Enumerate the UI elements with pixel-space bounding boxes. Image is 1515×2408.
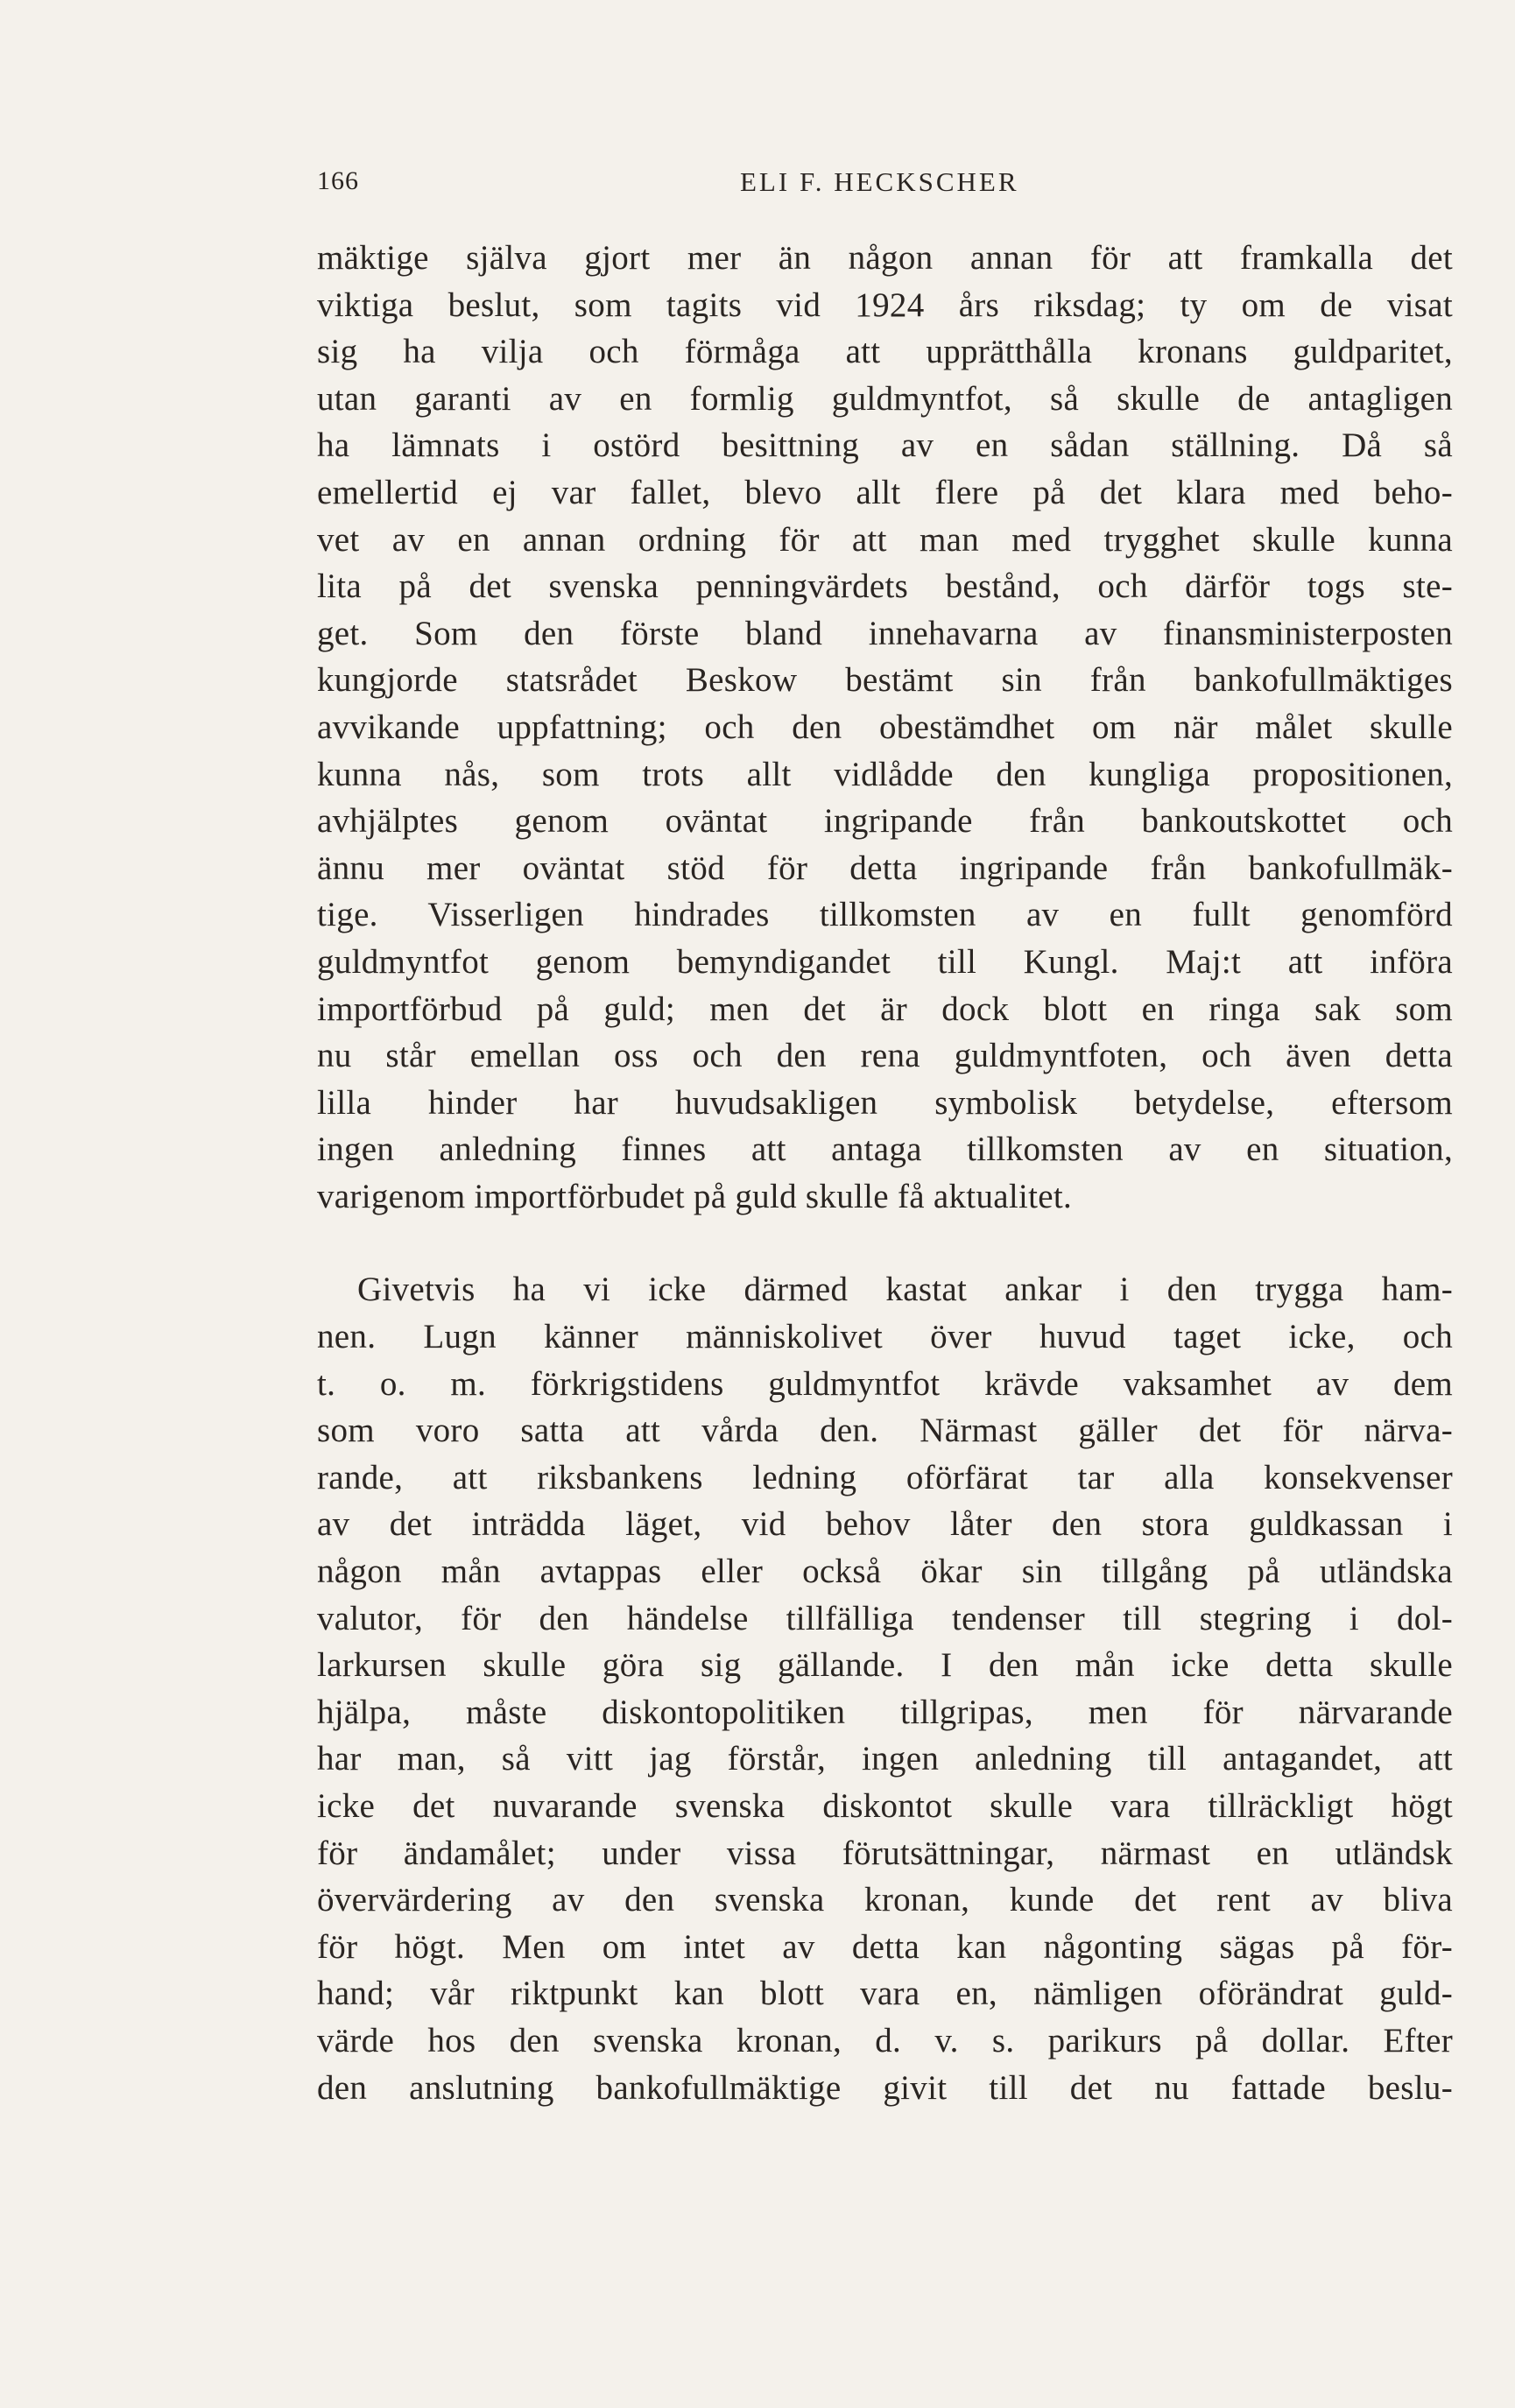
text-line: ingen anledning finnes att antaga tillkomsten av en situation, [317,1130,1453,1169]
text-line: kungjorde statsrådet Beskow bestämt sin från bankofullmäktiges [317,661,1453,700]
text-line: den anslutning bankofullmäktige givit till det nu fattade beslu- [317,2068,1453,2107]
text-line: lita på det svenska penningvärdets bestånd, och därför togs ste- [317,567,1453,606]
text-line: sig ha vilja och förmåga att upprätthålla kronans guldparitet, [317,333,1453,371]
text-line: importförbud på guld; men det är dock blott en ringa sak som [317,989,1453,1028]
text-line: kunna nås, som trots allt vidlådde den kungliga propositionen, [317,755,1453,793]
text-line: hand; vår riktpunkt kan blott vara en, nämligen oförändrat guld- [317,1975,1453,2013]
text-line: larkursen skulle göra sig gällande. I den mån icke detta skulle [317,1646,1453,1685]
text-line: viktiga beslut, som tagits vid 1924 års riksdag; ty om de visat [317,285,1453,324]
text-line: rande, att riksbankens ledning oförfärat tar alla konsekvenser [317,1458,1453,1496]
text-line: av det inträdda läget, vid behov låter den stora guldkassan i [317,1505,1453,1544]
body-text [317,235,1453,2111]
text-line: som voro satta att vårda den. Närmast gäller det för närva- [317,1412,1453,1450]
text-line: ännu mer oväntat stöd för detta ingripande från bankofullmäk- [317,848,1453,887]
text-line: avvikande uppfattning; och den obestämdhet om när målet skulle [317,708,1453,746]
text-line: har man, så vitt jag förstår, ingen anledning till antagandet, att [317,1740,1453,1778]
text-line: emellertid ej var fallet, blevo allt flere på det klara med beho- [317,473,1453,511]
text-line: mäktige själva gjort mer än någon annan för att framkalla det [317,239,1453,277]
text-line: nen. Lugn känner människolivet över huvud taget icke, och [317,1318,1453,1356]
text-line: avhjälptes genom oväntat ingripande från bankoutskottet och [317,802,1453,841]
text-line: get. Som den förste bland innehavarna av finansministerposten [317,614,1453,652]
paragraph-gap [317,1220,1453,1266]
text-line: värde hos den svenska kronan, d. v. s. parikurs på dollar. Efter [317,2021,1453,2059]
running-head: ELI F. HECKSCHER [740,166,1019,197]
text-line: hjälpa, måste diskontopolitiken tillgripas, men för närvarande [317,1693,1453,1731]
text-line: utan garanti av en formlig guldmyntfot, så skulle de antagligen [317,379,1453,418]
text-line: varigenom importförbudet på guld skulle få aktualitet. [317,1177,1073,1215]
text-line: för ändamålet; under vissa förutsättningar, närmast en utländsk [317,1834,1453,1872]
text-line: lilla hinder har huvudsakligen symbolisk betydelse, eftersom [317,1083,1453,1122]
text-line: guldmyntfot genom bemyndigandet till Kungl. Maj:t att införa [317,942,1453,981]
text-line: övervärdering av den svenska kronan, kunde det rent av bliva [317,1881,1453,1919]
text-line: tige. Visserligen hindrades tillkomsten av en fullt genomförd [317,896,1453,934]
text-line: för högt. Men om intet av detta kan någonting sägas på för- [317,1927,1453,1966]
text-line: t. o. m. förkrigstidens guldmyntfot krävde vaksamhet av dem [317,1364,1453,1403]
text-line: Givetvis ha vi icke därmed kastat ankar i den trygga ham- [357,1271,1453,1309]
text-line: ha lämnats i ostörd besittning av en sådan ställning. Då så [317,426,1453,465]
text-line: icke det nuvarande svenska diskontot skulle vara tillräckligt högt [317,1787,1453,1825]
page-header [317,166,1455,210]
page-number: 166 [317,166,359,195]
text-line: valutor, för den händelse tillfälliga tendenser till stegring i dol- [317,1599,1453,1637]
text-line: vet av en annan ordning för att man med trygghet skulle kunna [317,520,1453,559]
text-line: nu står emellan oss och den rena guldmyntfoten, och även detta [317,1037,1453,1075]
text-line: någon mån avtappas eller också ökar sin tillgång på utländska [317,1553,1453,1591]
paragraph-1 [317,235,1453,1220]
paragraph-2 [317,1266,1453,2111]
